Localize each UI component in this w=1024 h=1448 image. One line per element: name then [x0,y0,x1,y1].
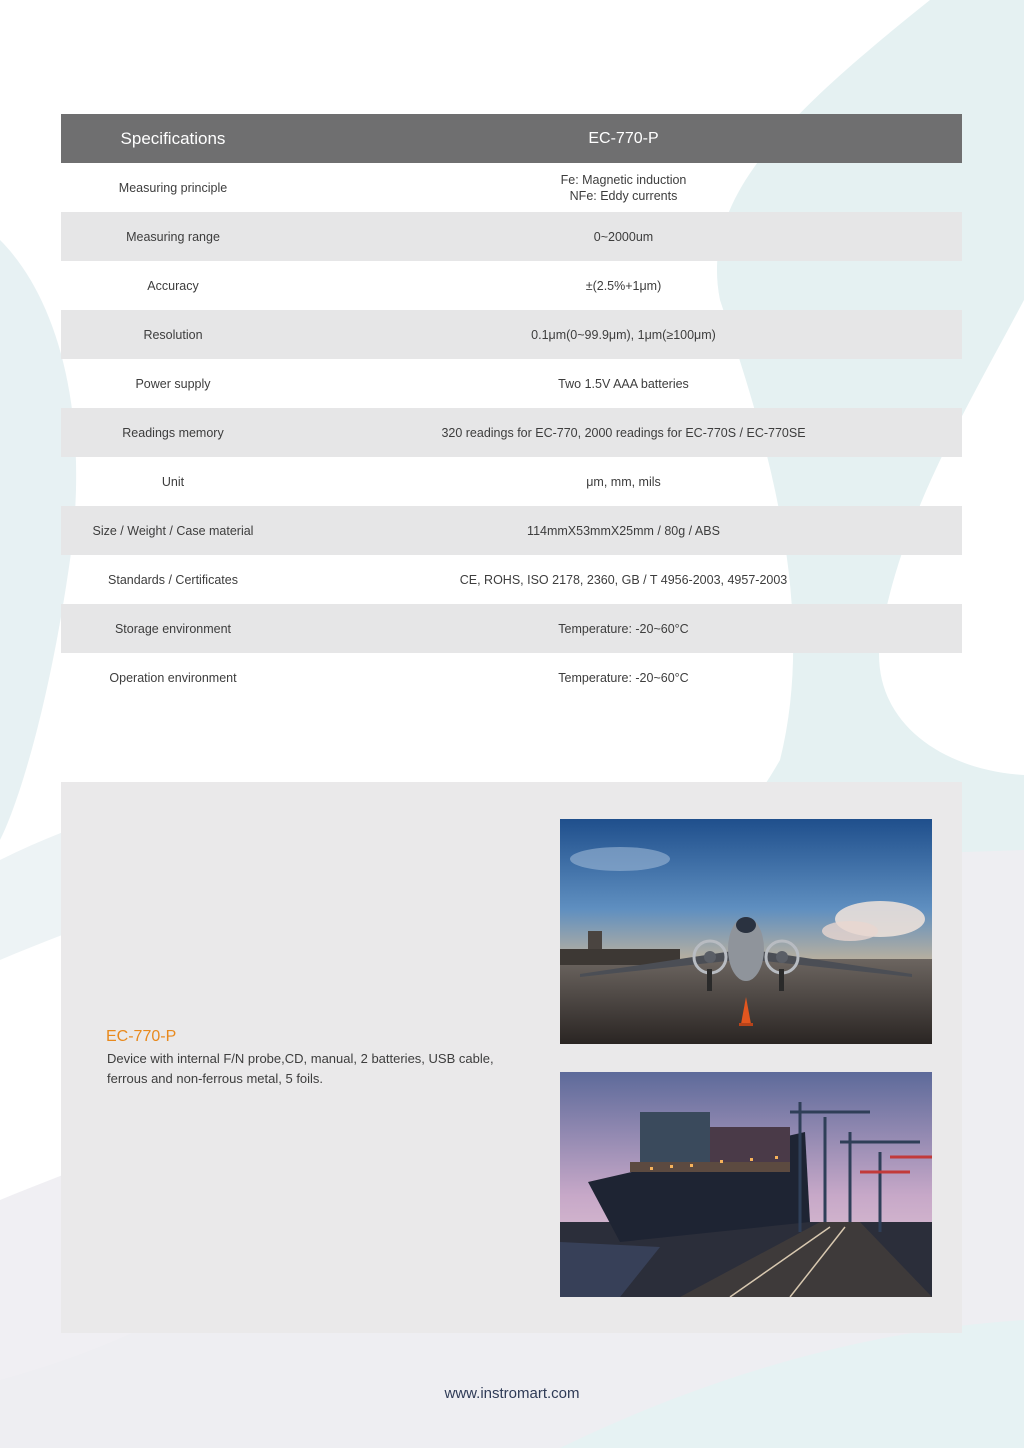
table-row [61,457,962,506]
row-value: 0.1μm(0~99.9μm), 1μm(≥100μm) [531,327,716,342]
row-label: Unit [161,474,185,489]
row-value: 114mmX53mmX25mm / 80g / ABS [527,523,720,538]
row-label: Resolution [143,327,203,342]
table-row [61,408,962,457]
table-row [61,310,962,359]
row-label: Size / Weight / Case material [92,523,254,538]
table-header [61,114,962,163]
footer-website-url[interactable]: www.instromart.com [444,1385,580,1402]
row-label: Standards / Certificates [108,572,238,587]
row-label: Accuracy [147,278,199,293]
specifications-table [61,114,962,702]
table-row [61,212,962,261]
row-value-line: Fe: Magnetic induction [560,172,687,187]
row-value-line: NFe: Eddy currents [569,188,678,203]
feature-description: Device with internal F/N probe,CD, manual, 2 batteries, USB cable, ferrous and non-ferrous metal, 5 foils. [107,1051,494,1086]
header-specifications: Specifications [120,128,226,148]
row-value: CE, ROHS, ISO 2178, 2360, GB / T 4956-2003, 4957-2003 [459,572,788,587]
row-value: 320 readings for EC-770, 2000 readings for EC-770S / EC-770SE [441,425,806,440]
table-row [61,261,962,310]
row-label: Readings memory [122,425,224,440]
table-row [61,163,962,212]
table-row [61,555,962,604]
table-row [61,604,962,653]
row-label: Operation environment [109,670,237,685]
row-value [285,172,962,204]
row-value: Temperature: -20~60°C [558,621,689,636]
row-label: Measuring range [126,229,220,244]
header-model: EC-770-P [588,129,659,147]
row-label: Storage environment [114,621,232,636]
table-row [61,359,962,408]
table-row [61,653,962,702]
row-label: Power supply [135,376,211,391]
row-label: Measuring principle [118,180,228,195]
feature-model-title: EC-770-P [106,1028,177,1045]
product-feature-panel [61,782,962,1333]
table-row [61,506,962,555]
row-value: Temperature: -20~60°C [558,670,689,685]
cargo-ship-photo [560,1072,932,1297]
row-value: Two 1.5V AAA batteries [558,376,689,391]
airplane-photo [560,819,932,1044]
row-value: ±(2.5%+1μm) [585,278,662,293]
row-value: μm, mm, mils [586,474,661,489]
row-value: 0~2000um [593,229,654,244]
